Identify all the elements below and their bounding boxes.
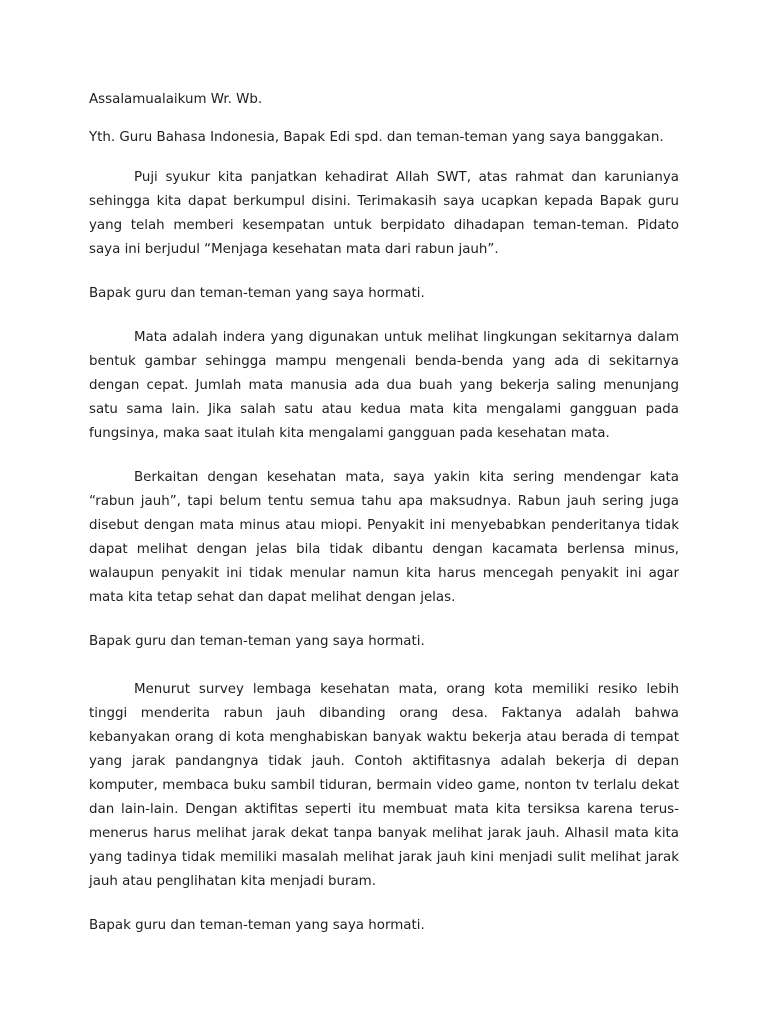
- address-line: Yth. Guru Bahasa Indonesia, Bapak Edi spd. dan teman-teman yang saya banggakan.: [89, 130, 664, 145]
- respect-greeting: Bapak guru dan teman-teman yang saya hormati.: [89, 286, 425, 301]
- greeting: Assalamualaikum Wr. Wb.: [89, 92, 263, 107]
- document-page: [89, 88, 679, 938]
- body-paragraph: Menurut survey lembaga kesehatan mata, orang kota memiliki resiko lebih tinggi menderita rabun jauh dibanding orang desa. Faktanya adalah bahwa kebanyakan orang di kota menghabiskan banyak waktu bekerja atau berada di tempat yang jarak pandangnya tidak jauh. Contoh aktifitasnya adalah bekerja di depan komputer, membaca buku sambil tiduran, bermain video game, nonton tv terlalu dekat dan lain-lain. Dengan aktifitas seperti itu membuat mata kita tersiksa karena terus-menerus harus melihat jarak dekat tanpa banyak melihat jarak jauh. Alhasil mata kita yang tadinya tidak memiliki masalah melihat jarak jauh kini menjadi sulit melihat jarak jauh atau penglihatan kita menjadi buram.: [89, 682, 679, 889]
- opening-paragraph: Puji syukur kita panjatkan kehadirat Allah SWT, atas rahmat dan karunianya sehingga kita dapat berkumpul disini. Terimakasih saya ucapkan kepada Bapak guru yang telah memberi kesempatan untuk berpidato dihadapan teman-teman. Pidato saya ini berjudul “Menjaga kesehatan mata dari rabun jauh”.: [89, 170, 679, 257]
- respect-greeting: Bapak guru dan teman-teman yang saya hormati.: [89, 918, 425, 933]
- respect-greeting: Bapak guru dan teman-teman yang saya hormati.: [89, 634, 425, 649]
- body-paragraph: Mata adalah indera yang digunakan untuk melihat lingkungan sekitarnya dalam bentuk gambar sehingga mampu mengenali benda-benda yang ada di sekitarnya dengan cepat. Jumlah mata manusia ada dua buah yang bekerja saling menunjang satu sama lain. Jika salah satu atau kedua mata kita mengalami gangguan pada fungsinya, maka saat itulah kita mengalami gangguan pada kesehatan mata.: [89, 330, 679, 441]
- body-paragraph: Berkaitan dengan kesehatan mata, saya yakin kita sering mendengar kata “rabun jauh”, tapi belum tentu semua tahu apa maksudnya. Rabun jauh sering juga disebut dengan mata minus atau miopi. Penyakit ini menyebabkan penderitanya tidak dapat melihat dengan jelas bila tidak dibantu dengan kacamata berlensa minus, walaupun penyakit ini tidak menular namun kita harus mencegah penyakit ini agar mata kita tetap sehat dan dapat melihat dengan jelas.: [89, 470, 679, 605]
